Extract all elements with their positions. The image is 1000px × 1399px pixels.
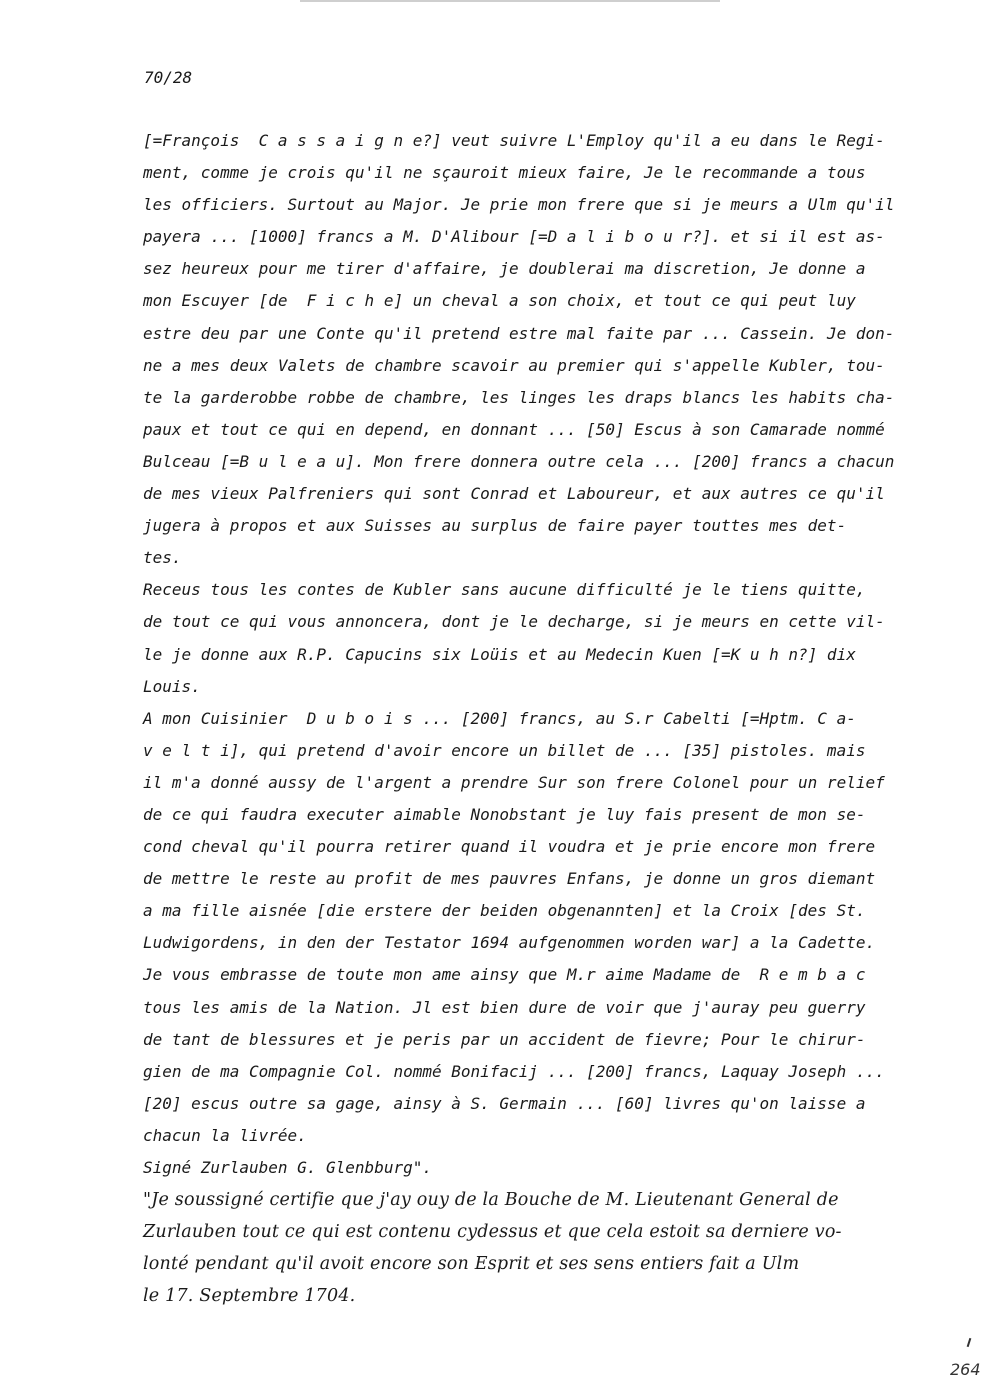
text-line: Receus tous les contes de Kubler sans aucune difficulté je le tiens quitte,: [143, 580, 866, 600]
text-line: jugera à propos et aux Suisses au surplus de faire payer touttes mes det-: [143, 516, 847, 536]
text-line: cond cheval qu'il pourra retirer quand il voudra et je prie encore mon frere: [143, 837, 876, 857]
text-line: te la garderobbe robbe de chambre, les linges les draps blancs les habits cha-: [143, 387, 895, 407]
text-line: v e l t i], qui pretend d'avoir encore un billet de ... [35] pistoles. mais: [143, 740, 866, 760]
signature-line: Signé Zurlauben G. Glenbburg".: [143, 1158, 432, 1177]
text-line: sez heureux pour me tirer d'affaire, je doublerai ma discretion, Je donne a: [143, 259, 866, 279]
text-line: le 17. Septembre 1704.: [143, 1286, 356, 1307]
text-line: mon Escuyer [de F i c h e] un cheval a son choix, et tout ce qui peut luy: [143, 291, 856, 311]
page-reference: 70/28: [144, 68, 193, 87]
text-line: Zurlauben tout ce qui est contenu cydessus et que cela estoit sa derniere vo-: [143, 1222, 842, 1243]
text-line: Ludwigordens, in den der Testator 1694 aufgenommen worden war] a la Cadette.: [143, 933, 876, 953]
text-line: ne a mes deux Valets de chambre scavoir au premier qui s'appelle Kubler, tou-: [143, 355, 885, 375]
text-line: le je donne aux R.P. Capucins six Loüis et au Medecin Kuen [=K u h n?] dix: [143, 644, 856, 664]
text-line: paux et tout ce qui en depend, en donnant ... [50] Escus à son Camarade nommé: [143, 419, 885, 439]
text-line: [=François C a s s a i g n e?] veut suivre L'Employ qu'il a eu dans le Regi-: [143, 131, 885, 150]
text-line: a ma fille aisnée [die erstere der beiden obgenannten] et la Croix [des St.: [143, 901, 866, 921]
text-line: gien de ma Compagnie Col. nommé Bonifacij ... [200] francs, Laquay Joseph ...: [143, 1061, 885, 1081]
folio-number: 264: [950, 1360, 981, 1379]
paragraph-cassaigne: [143, 125, 933, 574]
text-line: Louis.: [143, 676, 201, 696]
text-line: de mettre le reste au profit de mes pauvres Enfans, je donne un gros diemant: [143, 869, 876, 889]
text-line: chacun la livrée.: [143, 1125, 307, 1145]
text-line: de tout ce qui vous annoncera, dont je le decharge, si je meurs en cette vil-: [143, 612, 885, 632]
text-line: "Je soussigné certifie que j'ay ouy de la Bouche de M. Lieutenant General de: [143, 1190, 839, 1211]
paragraph-kubler: [143, 574, 933, 702]
text-line: A mon Cuisinier D u b o i s ... [200] francs, au S.r Cabelti [=Hptm. C a-: [143, 708, 856, 728]
text-line: tous les amis de la Nation. Jl est bien dure de voir que j'auray peu guerry: [143, 997, 866, 1017]
text-line: [20] escus outre sa gage, ainsy à S. Germain ... [60] livres qu'on laisse a: [143, 1093, 866, 1113]
text-line: les officiers. Surtout au Major. Je prie mon frere que si je meurs a Ulm qu'il: [143, 195, 895, 215]
text-line: estre deu par une Conte qu'il pretend estre mal faite par ... Cassein. Je don-: [143, 323, 895, 343]
text-line: payera ... [1000] francs a M. D'Alibour [=D a l i b o u r?]. et si il est as-: [143, 227, 885, 247]
text-line: lonté pendant qu'il avoit encore son Esprit et ses sens entiers fait a Ulm: [143, 1254, 800, 1275]
paragraph-dubois: [143, 703, 933, 1184]
text-line: tes.: [143, 548, 182, 568]
text-line: de mes vieux Palfreniers qui sont Conrad et Laboureur, et aux autres ce qu'il: [143, 484, 885, 504]
paragraph-certification: [143, 1184, 933, 1312]
document-body: [143, 125, 933, 1312]
text-line: de tant de blessures et je peris par un accident de fievre; Pour le chirur-: [143, 1029, 866, 1049]
text-line: Je vous embrasse de toute mon ame ainsy que M.r aime Madame de R e m b a c: [143, 965, 866, 985]
text-line: de ce qui faudra executer aimable Nonobstant je luy fais present de mon se-: [143, 804, 866, 824]
pencil-tick-mark: [967, 1338, 972, 1347]
text-line: Bulceau [=B u l e a u]. Mon frere donnera outre cela ... [200] francs a chacun: [143, 451, 895, 471]
top-rule: [300, 0, 720, 2]
text-line: il m'a donné aussy de l'argent a prendre Sur son frere Colonel pour un relief: [143, 772, 885, 792]
text-line: ment, comme je crois qu'il ne sçauroit mieux faire, Je le recommande a tous: [143, 163, 866, 183]
